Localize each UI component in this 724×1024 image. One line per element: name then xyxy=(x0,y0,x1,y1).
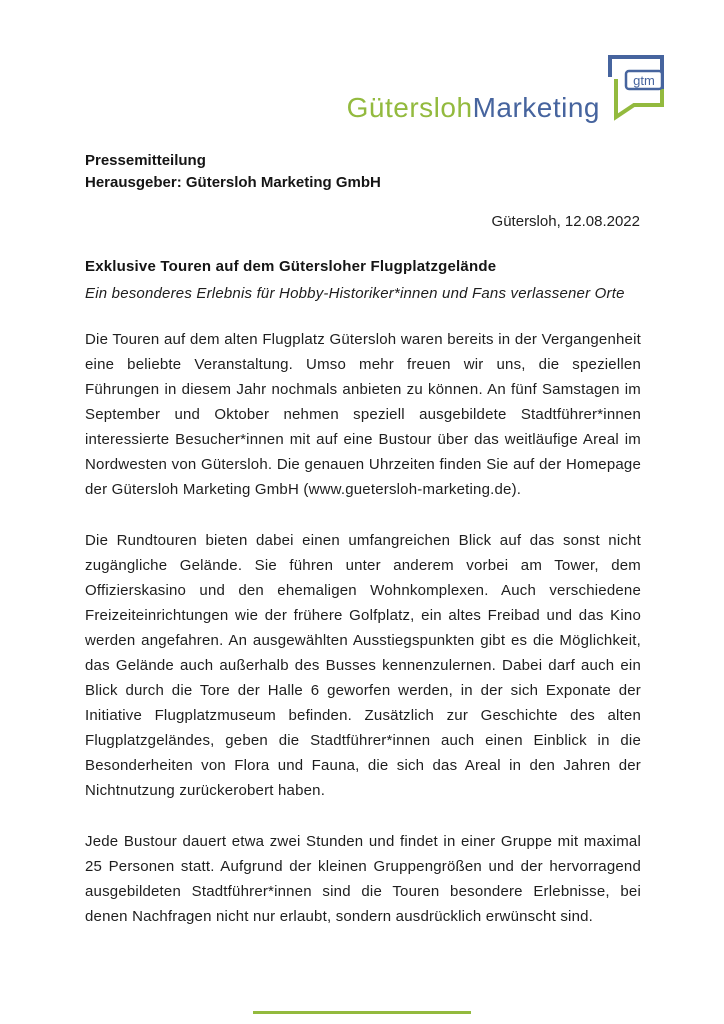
press-header-type: Pressemitteilung xyxy=(85,152,206,169)
press-header-publisher: Herausgeber: Gütersloh Marketing GmbH xyxy=(85,174,381,191)
brand-guetersloh: Gütersloh xyxy=(346,92,473,123)
headline: Exklusive Touren auf dem Gütersloher Flugplatzgelände xyxy=(85,258,497,275)
gtm-speech-bubble-icon xyxy=(602,48,668,122)
paragraph-3: Jede Bustour dauert etwa zwei Stunden und findet in einer Gruppe mit maximal 25 Personen statt. Aufgrund der kleinen Gruppengrößen und der hervorragend ausgebildeten Stadtführer*innen sind die Touren besondere Erlebnisse, bei denen Nachfragen nicht nur erlaubt, sondern ausdrücklich erwünscht sind. xyxy=(85,833,641,925)
gtm-logo xyxy=(347,48,668,122)
paragraph-2: Die Rundtouren bieten dabei einen umfangreichen Blick auf das sonst nicht zugängliche Gelände. Sie führen unter anderem vorbei am Tower, dem Offizierskasino und den ehemaligen Wohnkomplexen. Auch verschiedene Freizeiteinrichtungen wie der frühere Golfplatz, ein altes Freibad und das Kino werden angefahren. An ausgewählten Ausstiegspunkten gibt es die Möglichkeit, das Gelände auch außerhalb des Busses kennenzulernen. Dabei darf auch ein Blick durch die Tore der Halle 6 geworfen werden, in der sich Exponate der Initiative Flugplatzmuseum befinden. Zusätzlich zur Geschichte des alten Flugplatzgeländes, geben die Stadtführer*innen auch einen Einblick in die Besonderheiten von Flora und Fauna, die sich das Areal in den Jahren der Nichtnutzung zurückerobert haben. xyxy=(85,532,641,799)
gtm-bubble-label: gtm xyxy=(633,73,655,88)
dateline: Gütersloh, 12.08.2022 xyxy=(491,213,640,230)
brand-marketing: Marketing xyxy=(472,92,600,123)
footer-rule xyxy=(253,1011,470,1014)
brand-wordmark xyxy=(347,94,600,122)
body-text xyxy=(85,327,641,929)
subheadline: Ein besonderes Erlebnis für Hobby-Historiker*innen und Fans verlassener Orte xyxy=(85,285,625,302)
paragraph-1: Die Touren auf dem alten Flugplatz Gütersloh waren bereits in der Vergangenheit eine beliebte Veranstaltung. Umso mehr freuen wir uns, die speziellen Führungen in diesem Jahr nochmals anbieten zu können. An fünf Samstagen im September und Oktober nehmen speziell ausgebildete Stadtführer*innen interessierte Besucher*innen mit auf eine Bustour über das weitläufige Areal im Nordwesten von Gütersloh. Die genauen Uhrzeiten finden Sie auf der Homepage der Gütersloh Marketing GmbH (www.guetersloh-marketing.de). xyxy=(85,331,641,498)
press-header xyxy=(85,150,381,194)
